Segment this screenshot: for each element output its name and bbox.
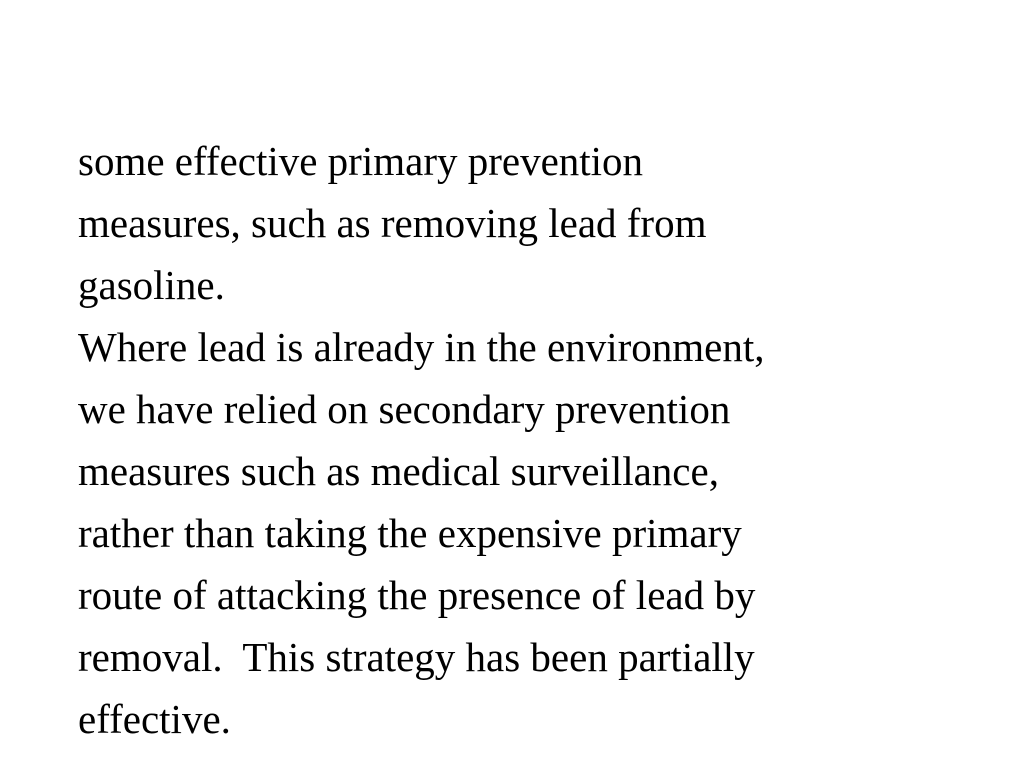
text-line: route of attacking the presence of lead by: [78, 572, 756, 618]
text-line: Where lead is already in the environment,: [78, 324, 765, 370]
text-line: rather than taking the expensive primary: [78, 510, 742, 556]
text-line: we have relied on secondary prevention: [78, 386, 731, 432]
text-line: gasoline.: [78, 262, 225, 308]
text-line: measures, such as removing lead from: [78, 200, 707, 246]
text-line: removal. This strategy has been partially: [78, 634, 755, 680]
text-line: some effective primary prevention: [78, 138, 644, 184]
slide-body-text: [78, 130, 978, 750]
text-line: measures such as medical surveillance,: [78, 448, 719, 494]
text-line: effective.: [78, 696, 231, 742]
